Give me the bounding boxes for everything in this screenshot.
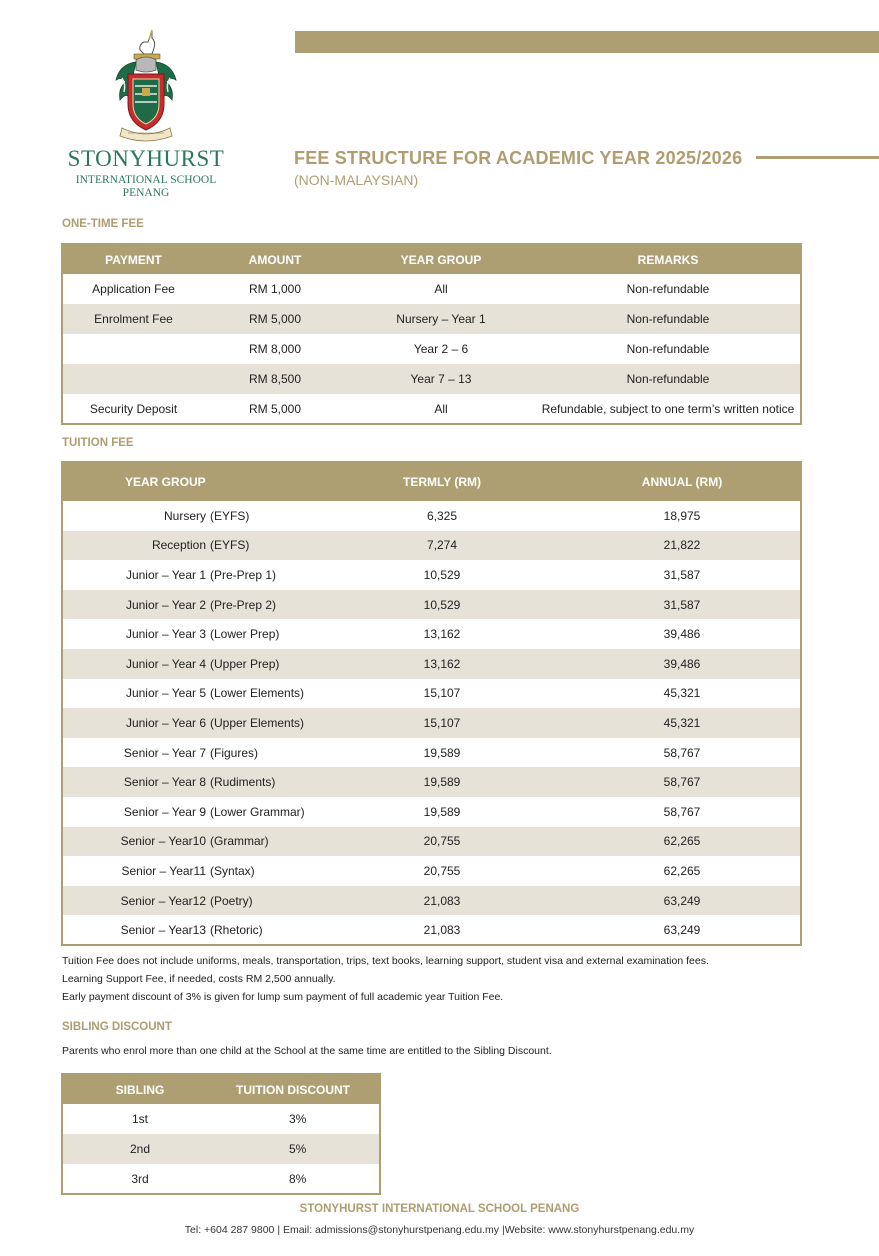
col-header-payment: PAYMENT — [62, 244, 204, 274]
footer-school-name: STONYHURST INTERNATIONAL SCHOOL PENANG — [299, 1203, 580, 1215]
year-cell: Senior – Year 9 — [123, 804, 206, 819]
annual-cell: 39,486 — [564, 649, 801, 679]
annual-cell: 58,767 — [663, 745, 701, 760]
annual-cell: 31,587 — [663, 567, 701, 582]
year-cell: Senior – Year10 — [62, 827, 210, 857]
stage-cell: (Figures) — [210, 745, 259, 760]
tuition-fee-table — [61, 461, 802, 946]
discount-cell: 8% — [289, 1171, 307, 1186]
tuition-fee-header-row — [62, 462, 801, 501]
amount-cell: RM 5,000 — [204, 304, 346, 334]
termly-cell: 19,589 — [423, 745, 461, 760]
one-time-fee-table — [61, 243, 802, 425]
tuition-fee-row — [62, 827, 801, 857]
annual-cell: 62,265 — [564, 827, 801, 857]
termly-cell: 21,083 — [423, 922, 461, 937]
termly-cell: 21,083 — [320, 886, 564, 916]
stage-cell: (Upper Prep) — [210, 649, 320, 679]
col-header-remarks: REMARKS — [536, 244, 801, 274]
school-name-logo: STONYHURST — [67, 146, 225, 171]
sibling-header-row — [62, 1074, 380, 1104]
year-cell: Senior – Year11 — [121, 863, 206, 878]
termly-cell: 15,107 — [423, 686, 461, 701]
footer-contact-info: Tel: +604 287 9800 | Email: admissions@stonyhurstpenang.edu.my |Website: www.stonyhurstpenang.edu.my — [184, 1224, 695, 1236]
payment-cell — [62, 364, 204, 394]
year-cell: Junior – Year 3 — [125, 627, 206, 642]
tuition-fee-row — [62, 738, 801, 768]
remarks-cell: Refundable, subject to one term’s written notice — [541, 401, 795, 416]
stage-cell: (Upper Elements) — [210, 708, 320, 738]
year-cell: Senior – Year 7 — [123, 745, 206, 760]
year-cell: Senior – Year 8 — [62, 767, 210, 797]
remarks-cell: Non-refundable — [536, 304, 801, 334]
year-cell: Junior – Year 2 — [62, 590, 210, 620]
col-header-termly: TERMLY (RM) — [320, 462, 564, 501]
tuition-fee-row — [62, 619, 801, 649]
one-time-fee-row — [62, 394, 801, 424]
school-subtitle-line2: PENANG — [122, 187, 170, 199]
annual-cell: 62,265 — [663, 863, 701, 878]
termly-cell: 10,529 — [423, 567, 461, 582]
tuition-fee-row — [62, 590, 801, 620]
remarks-cell: Non-refundable — [626, 342, 710, 356]
amount-cell: RM 8,000 — [248, 342, 302, 356]
sibling-discount-body — [62, 1104, 380, 1194]
one-time-fee-row — [62, 304, 801, 334]
year-group-cell: Nursery – Year 1 — [346, 304, 536, 334]
school-crest-logo — [108, 28, 184, 144]
year-group-cell: All — [434, 282, 448, 296]
termly-cell: 19,589 — [423, 804, 461, 819]
payment-cell: Enrolment Fee — [62, 304, 204, 334]
amount-cell: RM 8,500 — [204, 364, 346, 394]
year-group-cell: All — [434, 401, 448, 416]
tuition-fee-row — [62, 797, 801, 827]
one-time-fee-row — [62, 364, 801, 394]
stage-cell: (Lower Elements) — [210, 686, 305, 701]
tuition-fee-row — [62, 649, 801, 679]
annual-cell: 31,587 — [564, 590, 801, 620]
termly-cell: 20,755 — [423, 863, 461, 878]
amount-cell: RM 5,000 — [248, 401, 302, 416]
sibling-cell: 2nd — [62, 1134, 217, 1164]
tuition-fee-heading: TUITION FEE — [62, 437, 134, 449]
termly-cell: 10,529 — [320, 590, 564, 620]
col-header-year-group: YEAR GROUP — [346, 244, 536, 274]
col-header-annual: ANNUAL (RM) — [564, 462, 801, 501]
stage-cell: (Pre-Prep 2) — [210, 590, 320, 620]
termly-cell: 13,162 — [320, 649, 564, 679]
discount-cell: 3% — [289, 1112, 307, 1126]
stage-cell: (Grammar) — [210, 827, 320, 857]
sibling-discount-heading: SIBLING DISCOUNT — [62, 1021, 172, 1033]
termly-cell: 13,162 — [423, 627, 461, 642]
one-time-fee-row — [62, 274, 801, 304]
stage-cell: (Rhetoric) — [210, 922, 263, 937]
annual-cell: 18,975 — [663, 508, 701, 523]
year-cell: Reception — [62, 531, 210, 561]
stage-cell: (Syntax) — [210, 863, 255, 878]
tuition-note-learning-support: Learning Support Fee, if needed, costs RM 2,500 annually. — [62, 973, 336, 985]
stage-cell: (Lower Prep) — [210, 627, 280, 642]
col-header-tuition-discount: TUITION DISCOUNT — [217, 1074, 380, 1104]
tuition-note-exclusions: Tuition Fee does not include uniforms, meals, transportation, trips, text books, learning support, student visa and external examination fees. — [62, 955, 709, 967]
col-header-amount: AMOUNT — [204, 244, 346, 274]
remarks-cell: Non-refundable — [536, 364, 801, 394]
page-subtitle: (NON-MALAYSIAN) — [294, 172, 419, 188]
col-header-tuition-year-group: YEAR GROUP — [62, 462, 320, 501]
tuition-fee-row — [62, 531, 801, 561]
one-time-fee-body — [62, 274, 801, 424]
stage-cell: (Lower Grammar) — [210, 804, 305, 819]
tuition-fee-row — [62, 560, 801, 590]
termly-cell: 7,274 — [320, 531, 564, 561]
year-cell: Senior – Year13 — [120, 922, 206, 937]
sibling-row — [62, 1104, 380, 1134]
stage-cell: (Rudiments) — [210, 767, 320, 797]
school-subtitle-logo — [60, 174, 232, 200]
stage-cell: (Pre-Prep 1) — [210, 567, 277, 582]
payment-cell: Application Fee — [92, 282, 175, 296]
termly-cell: 19,589 — [320, 767, 564, 797]
year-cell: Junior – Year 4 — [62, 649, 210, 679]
termly-cell: 15,107 — [320, 708, 564, 738]
year-cell: Junior – Year 6 — [62, 708, 210, 738]
annual-cell: 39,486 — [663, 627, 701, 642]
payment-cell: Security Deposit — [89, 401, 178, 416]
year-cell: Junior – Year 1 — [125, 567, 206, 582]
remarks-cell: Non-refundable — [626, 282, 710, 296]
tuition-fee-row — [62, 856, 801, 886]
annual-cell: 58,767 — [663, 804, 701, 819]
annual-cell: 63,249 — [663, 922, 701, 937]
payment-cell — [62, 334, 204, 364]
stage-cell: (EYFS) — [210, 508, 250, 523]
year-group-cell: Year 7 – 13 — [346, 364, 536, 394]
termly-cell: 6,325 — [426, 508, 458, 523]
year-cell: Nursery — [163, 508, 206, 523]
annual-cell: 45,321 — [564, 708, 801, 738]
annual-cell: 58,767 — [564, 767, 801, 797]
year-cell: Junior – Year 5 — [125, 686, 206, 701]
title-rule — [756, 156, 879, 159]
page-title: FEE STRUCTURE FOR ACADEMIC YEAR 2025/2026 — [294, 148, 743, 168]
stage-cell: (EYFS) — [210, 531, 320, 561]
sibling-discount-intro: Parents who enrol more than one child at the School at the same time are entitled to the Sibling Discount. — [62, 1045, 552, 1057]
tuition-fee-row — [62, 915, 801, 945]
tuition-fee-row — [62, 767, 801, 797]
amount-cell: RM 1,000 — [248, 282, 302, 296]
termly-cell: 20,755 — [320, 827, 564, 857]
year-group-cell: Year 2 – 6 — [413, 342, 469, 356]
tuition-fee-body — [62, 501, 801, 945]
school-subtitle-line1: INTERNATIONAL SCHOOL — [75, 174, 217, 186]
tuition-fee-row — [62, 708, 801, 738]
year-cell: Senior – Year12 — [62, 886, 210, 916]
annual-cell: 21,822 — [564, 531, 801, 561]
stage-cell: (Poetry) — [210, 886, 320, 916]
top-decorative-bar — [295, 31, 879, 53]
tuition-fee-row — [62, 679, 801, 709]
sibling-cell: 1st — [131, 1112, 148, 1126]
one-time-fee-heading: ONE-TIME FEE — [62, 218, 144, 230]
tuition-note-early-payment: Early payment discount of 3% is given for lump sum payment of full academic year Tuition Fee. — [62, 991, 504, 1003]
col-header-sibling: SIBLING — [62, 1074, 217, 1104]
sibling-row — [62, 1164, 380, 1194]
one-time-fee-row — [62, 334, 801, 364]
tuition-fee-row — [62, 886, 801, 916]
tuition-fee-row — [62, 501, 801, 531]
one-time-fee-header-row — [62, 244, 801, 274]
discount-cell: 5% — [217, 1134, 380, 1164]
sibling-discount-table — [61, 1073, 381, 1195]
sibling-row — [62, 1134, 380, 1164]
annual-cell: 63,249 — [564, 886, 801, 916]
annual-cell: 45,321 — [663, 686, 701, 701]
sibling-cell: 3rd — [131, 1171, 149, 1186]
